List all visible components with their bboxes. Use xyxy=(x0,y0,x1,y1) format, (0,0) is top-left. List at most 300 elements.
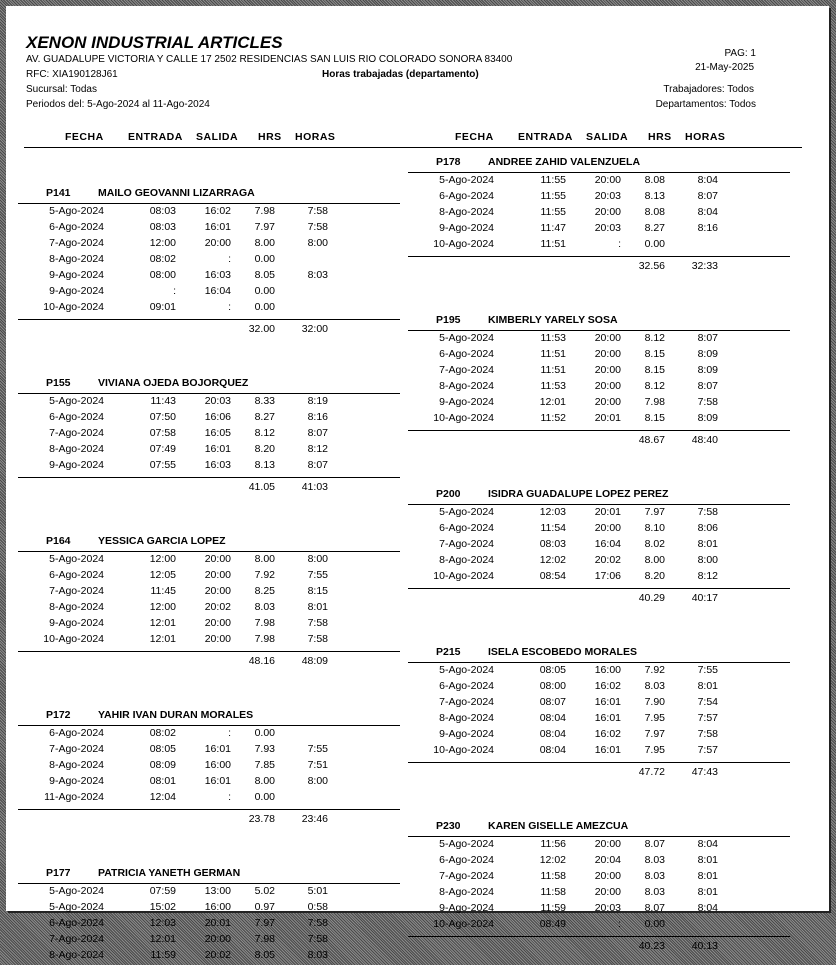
cell-fecha: 8-Ago-2024 xyxy=(49,443,104,455)
employee-name: ISELA ESCOBEDO MORALES xyxy=(488,646,637,658)
employee-name: VIVIANA OJEDA BOJORQUEZ xyxy=(98,377,249,389)
employee-name: PATRICIA YANETH GERMAN xyxy=(98,867,241,879)
attendance-row xyxy=(18,411,400,427)
employee-code: P141 xyxy=(46,187,71,199)
attendance-row xyxy=(408,854,790,870)
cell-hrs: 7.98 xyxy=(644,396,665,408)
total-horas: 32:33 xyxy=(691,260,718,272)
attendance-row xyxy=(408,870,790,886)
total-row xyxy=(18,655,400,671)
cell-horas: 8:03 xyxy=(307,269,328,281)
cell-fecha: 10-Ago-2024 xyxy=(433,918,494,930)
cell-hrs: 7.98 xyxy=(254,933,275,945)
cell-entrada: 08:02 xyxy=(149,253,176,265)
cell-entrada: 11:52 xyxy=(540,412,566,424)
cell-entrada: 15:02 xyxy=(149,901,176,913)
cell-horas: 7:54 xyxy=(697,696,718,708)
cell-fecha: 5-Ago-2024 xyxy=(439,838,494,850)
cell-salida: : xyxy=(228,727,231,739)
total-row xyxy=(18,813,400,829)
cell-entrada: 11:59 xyxy=(540,902,566,914)
cell-horas: 8:15 xyxy=(307,585,328,597)
total-hrs: 41.05 xyxy=(248,481,275,493)
cell-fecha: 8-Ago-2024 xyxy=(49,759,104,771)
total-hrs: 47.72 xyxy=(638,766,665,778)
total-row xyxy=(408,260,790,276)
employee-name: KAREN GISELLE AMEZCUA xyxy=(488,820,629,832)
column-header-horas-left: HORAS xyxy=(295,131,336,143)
cell-entrada: 11:56 xyxy=(540,838,566,850)
cell-hrs: 0.00 xyxy=(254,727,275,739)
attendance-row xyxy=(18,301,400,317)
cell-horas: 7:58 xyxy=(307,205,328,217)
cell-fecha: 8-Ago-2024 xyxy=(439,206,494,218)
cell-horas: 7:58 xyxy=(307,917,328,929)
employee-name: MAILO GEOVANNI LIZARRAGA xyxy=(98,187,255,199)
cell-salida: 16:04 xyxy=(594,538,621,550)
attendance-row xyxy=(18,459,400,475)
cell-horas: 8:09 xyxy=(697,364,718,376)
cell-hrs: 7.97 xyxy=(254,221,275,233)
cell-hrs: 8.25 xyxy=(254,585,275,597)
attendance-row xyxy=(408,412,790,428)
cell-horas: 8:01 xyxy=(697,854,718,866)
attendance-row xyxy=(408,364,790,380)
cell-horas: 7:58 xyxy=(307,617,328,629)
company-name: XENON INDUSTRIAL ARTICLES xyxy=(26,33,283,52)
total-divider xyxy=(408,430,790,431)
cell-hrs: 8.12 xyxy=(644,332,665,344)
employee-code: P164 xyxy=(46,535,71,547)
cell-fecha: 6-Ago-2024 xyxy=(49,411,104,423)
cell-horas: 7:57 xyxy=(697,712,718,724)
employee-code: P195 xyxy=(436,314,461,326)
cell-fecha: 7-Ago-2024 xyxy=(49,237,104,249)
attendance-row xyxy=(18,427,400,443)
employee-name: YESSICA GARCIA LOPEZ xyxy=(98,535,226,547)
attendance-row xyxy=(408,728,790,744)
total-horas: 41:03 xyxy=(301,481,328,493)
cell-hrs: 8.03 xyxy=(644,886,665,898)
cell-hrs: 7.98 xyxy=(254,617,275,629)
employee-divider xyxy=(18,883,400,884)
attendance-row xyxy=(408,222,790,238)
total-hrs: 32.56 xyxy=(638,260,665,272)
cell-salida: 16:04 xyxy=(204,285,231,297)
cell-salida: 16:01 xyxy=(594,712,621,724)
cell-horas: 7:55 xyxy=(307,743,328,755)
cell-horas: 7:58 xyxy=(697,396,718,408)
column-header-fecha-left: FECHA xyxy=(65,131,104,143)
total-row xyxy=(408,766,790,782)
attendance-row xyxy=(408,538,790,554)
cell-salida: 16:02 xyxy=(204,205,231,217)
cell-fecha: 5-Ago-2024 xyxy=(439,174,494,186)
cell-horas: 8:00 xyxy=(307,553,328,565)
attendance-row xyxy=(408,174,790,190)
employee-code: P230 xyxy=(436,820,461,832)
attendance-row xyxy=(408,664,790,680)
cell-hrs: 8.27 xyxy=(254,411,275,423)
cell-fecha: 10-Ago-2024 xyxy=(433,412,494,424)
cell-entrada: 08:05 xyxy=(149,743,176,755)
cell-entrada: 08:02 xyxy=(149,727,176,739)
cell-salida: 16:00 xyxy=(594,664,621,676)
cell-fecha: 5-Ago-2024 xyxy=(49,885,104,897)
total-divider xyxy=(18,651,400,652)
cell-salida: 16:06 xyxy=(204,411,231,423)
total-hrs: 48.67 xyxy=(638,434,665,446)
cell-hrs: 8.02 xyxy=(644,538,665,550)
cell-salida: 20:00 xyxy=(204,617,231,629)
cell-entrada: : xyxy=(173,285,176,297)
employee-divider xyxy=(408,836,790,837)
cell-hrs: 7.85 xyxy=(254,759,275,771)
cell-fecha: 6-Ago-2024 xyxy=(439,854,494,866)
cell-salida: 16:00 xyxy=(204,759,231,771)
attendance-row xyxy=(408,396,790,412)
cell-salida: 20:03 xyxy=(204,395,231,407)
cell-fecha: 5-Ago-2024 xyxy=(49,553,104,565)
cell-entrada: 12:01 xyxy=(149,617,176,629)
cell-entrada: 08:03 xyxy=(539,538,566,550)
employee-name: ANDREE ZAHID VALENZUELA xyxy=(488,156,641,168)
cell-entrada: 12:01 xyxy=(539,396,566,408)
cell-hrs: 0.00 xyxy=(254,791,275,803)
attendance-row xyxy=(408,348,790,364)
cell-salida: 20:02 xyxy=(204,601,231,613)
cell-hrs: 7.98 xyxy=(254,633,275,645)
cell-fecha: 9-Ago-2024 xyxy=(439,222,494,234)
sucursal-label: Sucursal: Todas xyxy=(26,84,97,95)
cell-salida: 20:01 xyxy=(204,917,231,929)
cell-fecha: 11-Ago-2024 xyxy=(44,791,104,803)
attendance-row xyxy=(18,743,400,759)
total-divider xyxy=(408,936,790,937)
total-hrs: 48.16 xyxy=(248,655,275,667)
attendance-row xyxy=(408,712,790,728)
cell-horas: 8:07 xyxy=(307,427,328,439)
cell-entrada: 08:49 xyxy=(539,918,566,930)
employee-name: KIMBERLY YARELY SOSA xyxy=(488,314,618,326)
cell-fecha: 7-Ago-2024 xyxy=(49,427,104,439)
column-header-entrada-left: ENTRADA xyxy=(128,131,183,143)
cell-hrs: 0.00 xyxy=(644,918,665,930)
cell-entrada: 08:00 xyxy=(149,269,176,281)
attendance-row xyxy=(408,918,790,934)
cell-entrada: 08:01 xyxy=(149,775,176,787)
cell-fecha: 6-Ago-2024 xyxy=(439,348,494,360)
cell-fecha: 5-Ago-2024 xyxy=(49,901,104,913)
attendance-row xyxy=(18,569,400,585)
cell-hrs: 7.92 xyxy=(254,569,275,581)
cell-salida: 20:00 xyxy=(594,332,621,344)
cell-salida: 20:02 xyxy=(204,949,231,961)
cell-entrada: 08:05 xyxy=(539,664,566,676)
cell-hrs: 0.00 xyxy=(254,301,275,313)
cell-fecha: 8-Ago-2024 xyxy=(49,949,104,961)
cell-entrada: 07:58 xyxy=(149,427,176,439)
attendance-row xyxy=(18,617,400,633)
employee-divider xyxy=(408,662,790,663)
cell-fecha: 10-Ago-2024 xyxy=(43,301,104,313)
cell-entrada: 11:59 xyxy=(150,949,176,961)
cell-salida: 20:00 xyxy=(594,174,621,186)
employee-divider xyxy=(18,203,400,204)
cell-salida: : xyxy=(228,791,231,803)
attendance-row xyxy=(18,221,400,237)
cell-hrs: 0.00 xyxy=(254,253,275,265)
cell-entrada: 11:54 xyxy=(540,522,566,534)
cell-horas: 8:06 xyxy=(697,522,718,534)
attendance-row xyxy=(18,759,400,775)
cell-hrs: 0.00 xyxy=(644,238,665,250)
cell-salida: 16:02 xyxy=(594,680,621,692)
cell-fecha: 7-Ago-2024 xyxy=(439,870,494,882)
cell-hrs: 7.97 xyxy=(644,728,665,740)
column-header-hrs-right: HRS xyxy=(648,131,672,143)
cell-salida: 20:00 xyxy=(594,364,621,376)
cell-fecha: 8-Ago-2024 xyxy=(439,886,494,898)
cell-salida: 20:04 xyxy=(594,854,621,866)
cell-hrs: 8.08 xyxy=(644,206,665,218)
cell-entrada: 08:00 xyxy=(539,680,566,692)
cell-horas: 8:04 xyxy=(697,838,718,850)
cell-fecha: 7-Ago-2024 xyxy=(439,364,494,376)
cell-horas: 7:55 xyxy=(307,569,328,581)
attendance-row xyxy=(18,885,400,901)
cell-entrada: 08:54 xyxy=(539,570,566,582)
cell-hrs: 8.05 xyxy=(254,949,275,961)
cell-horas: 8:01 xyxy=(307,601,328,613)
cell-horas: 5:01 xyxy=(307,885,328,897)
total-row xyxy=(18,323,400,339)
cell-hrs: 8.05 xyxy=(254,269,275,281)
cell-entrada: 11:47 xyxy=(540,222,566,234)
employee-name: YAHIR IVAN DURAN MORALES xyxy=(98,709,254,721)
cell-salida: 16:01 xyxy=(204,443,231,455)
attendance-row xyxy=(408,744,790,760)
attendance-row xyxy=(18,949,400,965)
cell-fecha: 6-Ago-2024 xyxy=(49,727,104,739)
cell-entrada: 11:58 xyxy=(540,886,566,898)
employee-code: P177 xyxy=(46,867,71,879)
cell-entrada: 12:04 xyxy=(149,791,176,803)
employee-divider xyxy=(408,330,790,331)
attendance-row xyxy=(18,553,400,569)
cell-hrs: 7.93 xyxy=(254,743,275,755)
cell-horas: 8:01 xyxy=(697,538,718,550)
cell-hrs: 7.98 xyxy=(254,205,275,217)
attendance-row xyxy=(18,205,400,221)
cell-salida: 20:03 xyxy=(594,902,621,914)
attendance-row xyxy=(408,190,790,206)
cell-hrs: 8.15 xyxy=(644,348,665,360)
header-divider xyxy=(24,147,802,148)
cell-horas: 8:07 xyxy=(307,459,328,471)
cell-entrada: 09:01 xyxy=(149,301,176,313)
employee-divider xyxy=(408,172,790,173)
cell-entrada: 11:51 xyxy=(540,364,566,376)
company-address: AV. GUADALUPE VICTORIA Y CALLE 17 2502 RESIDENCIAS SAN LUIS RIO COLORADO SONORA 83400 xyxy=(26,54,513,65)
attendance-row xyxy=(18,285,400,301)
cell-entrada: 07:55 xyxy=(149,459,176,471)
cell-hrs: 8.12 xyxy=(254,427,275,439)
column-header-hrs-left: HRS xyxy=(258,131,282,143)
cell-hrs: 8.00 xyxy=(254,237,275,249)
attendance-row xyxy=(18,253,400,269)
report-title: Horas trabajadas (departamento) xyxy=(322,69,479,80)
cell-fecha: 10-Ago-2024 xyxy=(43,633,104,645)
cell-horas: 8:00 xyxy=(307,775,328,787)
cell-fecha: 9-Ago-2024 xyxy=(49,617,104,629)
cell-salida: 20:00 xyxy=(594,206,621,218)
column-header-entrada-right: ENTRADA xyxy=(518,131,573,143)
cell-fecha: 5-Ago-2024 xyxy=(439,332,494,344)
cell-fecha: 7-Ago-2024 xyxy=(49,933,104,945)
cell-horas: 8:12 xyxy=(307,443,328,455)
company-rfc: RFC: XIA190128J61 xyxy=(26,69,118,80)
cell-fecha: 6-Ago-2024 xyxy=(439,190,494,202)
cell-salida: 20:00 xyxy=(594,348,621,360)
attendance-row xyxy=(18,395,400,411)
cell-fecha: 6-Ago-2024 xyxy=(49,221,104,233)
cell-fecha: 5-Ago-2024 xyxy=(439,506,494,518)
cell-horas: 8:00 xyxy=(307,237,328,249)
cell-entrada: 12:01 xyxy=(149,933,176,945)
attendance-row xyxy=(18,633,400,649)
cell-horas: 8:00 xyxy=(697,554,718,566)
total-divider xyxy=(408,762,790,763)
cell-fecha: 5-Ago-2024 xyxy=(49,395,104,407)
cell-salida: 16:03 xyxy=(204,459,231,471)
cell-horas: 7:58 xyxy=(697,728,718,740)
cell-hrs: 7.97 xyxy=(644,506,665,518)
total-horas: 47:43 xyxy=(691,766,718,778)
cell-entrada: 11:51 xyxy=(540,238,566,250)
cell-hrs: 8.20 xyxy=(254,443,275,455)
total-divider xyxy=(18,809,400,810)
attendance-row xyxy=(18,443,400,459)
employee-divider xyxy=(18,551,400,552)
cell-salida: 20:00 xyxy=(204,569,231,581)
cell-hrs: 8.03 xyxy=(644,854,665,866)
attendance-row xyxy=(18,791,400,807)
cell-hrs: 7.95 xyxy=(644,712,665,724)
cell-hrs: 8.12 xyxy=(644,380,665,392)
cell-hrs: 8.03 xyxy=(254,601,275,613)
trabajadores-label: Trabajadores: Todos xyxy=(663,84,754,95)
cell-hrs: 8.15 xyxy=(644,412,665,424)
cell-horas: 8:07 xyxy=(697,190,718,202)
cell-horas: 8:04 xyxy=(697,206,718,218)
cell-entrada: 12:00 xyxy=(149,553,176,565)
cell-hrs: 7.97 xyxy=(254,917,275,929)
cell-fecha: 6-Ago-2024 xyxy=(49,917,104,929)
attendance-row xyxy=(18,269,400,285)
total-row xyxy=(408,434,790,450)
cell-horas: 8:07 xyxy=(697,380,718,392)
total-row xyxy=(18,481,400,497)
total-divider xyxy=(18,319,400,320)
total-horas: 32:00 xyxy=(301,323,328,335)
cell-horas: 8:04 xyxy=(697,902,718,914)
cell-horas: 8:09 xyxy=(697,412,718,424)
cell-hrs: 8.27 xyxy=(644,222,665,234)
cell-hrs: 0.00 xyxy=(254,285,275,297)
cell-fecha: 8-Ago-2024 xyxy=(439,712,494,724)
cell-fecha: 7-Ago-2024 xyxy=(49,743,104,755)
employee-divider xyxy=(18,725,400,726)
cell-salida: 16:01 xyxy=(204,743,231,755)
total-horas: 23:46 xyxy=(301,813,328,825)
cell-salida: 20:00 xyxy=(594,838,621,850)
attendance-row xyxy=(18,585,400,601)
attendance-row xyxy=(18,917,400,933)
cell-horas: 7:57 xyxy=(697,744,718,756)
cell-fecha: 10-Ago-2024 xyxy=(433,570,494,582)
cell-entrada: 11:53 xyxy=(540,380,566,392)
cell-entrada: 12:00 xyxy=(149,237,176,249)
cell-salida: 16:01 xyxy=(594,696,621,708)
cell-hrs: 5.02 xyxy=(254,885,275,897)
cell-horas: 8:01 xyxy=(697,870,718,882)
cell-horas: 7:55 xyxy=(697,664,718,676)
cell-horas: 7:58 xyxy=(697,506,718,518)
cell-salida: 20:00 xyxy=(204,553,231,565)
employee-divider xyxy=(408,504,790,505)
cell-entrada: 12:02 xyxy=(539,854,566,866)
cell-horas: 7:51 xyxy=(307,759,328,771)
employee-code: P172 xyxy=(46,709,71,721)
cell-horas: 8:16 xyxy=(697,222,718,234)
periodos-label: Periodos del: 5-Ago-2024 al 11-Ago-2024 xyxy=(26,99,210,110)
attendance-row xyxy=(18,775,400,791)
cell-hrs: 8.00 xyxy=(254,553,275,565)
attendance-row xyxy=(408,838,790,854)
total-hrs: 40.23 xyxy=(638,940,665,952)
total-horas: 48:09 xyxy=(301,655,328,667)
cell-salida: 20:01 xyxy=(594,506,621,518)
column-header-salida-left: SALIDA xyxy=(196,131,239,143)
cell-entrada: 11:45 xyxy=(150,585,176,597)
cell-fecha: 9-Ago-2024 xyxy=(439,396,494,408)
attendance-row xyxy=(408,696,790,712)
attendance-row xyxy=(408,570,790,586)
cell-hrs: 8.20 xyxy=(644,570,665,582)
attendance-row xyxy=(408,554,790,570)
total-hrs: 23.78 xyxy=(248,813,275,825)
cell-horas: 7:58 xyxy=(307,633,328,645)
cell-horas: 7:58 xyxy=(307,933,328,945)
cell-salida: 16:03 xyxy=(204,269,231,281)
column-header-salida-right: SALIDA xyxy=(586,131,629,143)
cell-salida: 20:00 xyxy=(204,585,231,597)
attendance-row xyxy=(408,506,790,522)
cell-fecha: 8-Ago-2024 xyxy=(49,253,104,265)
cell-fecha: 8-Ago-2024 xyxy=(439,554,494,566)
cell-salida: 20:00 xyxy=(204,633,231,645)
cell-salida: 16:05 xyxy=(204,427,231,439)
cell-entrada: 08:07 xyxy=(539,696,566,708)
cell-entrada: 08:04 xyxy=(539,744,566,756)
cell-fecha: 9-Ago-2024 xyxy=(49,269,104,281)
cell-salida: 20:03 xyxy=(594,190,621,202)
report-page xyxy=(6,6,829,961)
column-header-fecha-right: FECHA xyxy=(455,131,494,143)
cell-entrada: 12:01 xyxy=(149,633,176,645)
cell-salida: : xyxy=(228,301,231,313)
